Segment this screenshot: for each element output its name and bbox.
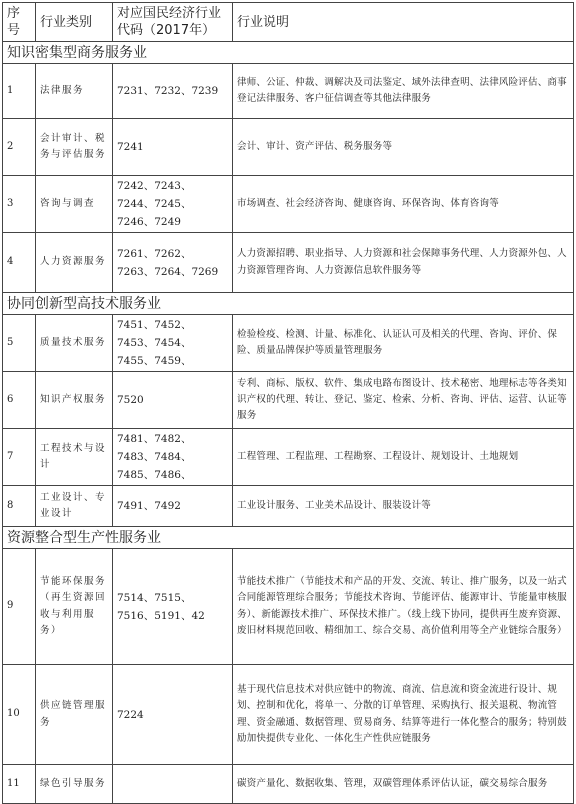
- row-category: 知识产权服务: [36, 372, 113, 429]
- row-description: 基于现代信息技术对供应链中的物流、商流、信息流和资金流进行设计、规划、控制和优化，将单一、分散的订单管理、采购执行、报关退税、物流管理、资金融通、数据管理、贸易商务、结算等进行一体化整合的服务；特别鼓励加快提供专业化、一体化生产性供应链服务: [233, 665, 574, 765]
- row-description: 会计、审计、资产评估、税务服务等: [233, 119, 574, 176]
- row-index: 7: [3, 429, 36, 486]
- row-category: 人力资源服务: [36, 233, 113, 293]
- row-index: 11: [3, 765, 36, 804]
- table-row: [3, 119, 574, 176]
- row-code: 7242、7243、7244、7245、7246、7249: [113, 176, 233, 233]
- row-description: 专利、商标、版权、软件、集成电路布图设计、技术秘密、地理标志等各类知识产权的代理、转让、登记、鉴定、检索、分析、咨询、评估、运营、认证等服务: [233, 372, 574, 429]
- row-category: 工业设计、专业设计: [36, 486, 113, 527]
- row-code: 7224: [113, 665, 233, 765]
- row-code: 7481、7482、7483、7484、7485、7486、: [113, 429, 233, 486]
- table-row: [3, 665, 574, 765]
- row-category: 供应链管理服务: [36, 665, 113, 765]
- row-code: 7491、7492: [113, 486, 233, 527]
- table-row: [3, 486, 574, 527]
- row-index: 5: [3, 315, 36, 372]
- row-index: 3: [3, 176, 36, 233]
- row-code: 7231、7232、7239: [113, 64, 233, 119]
- table-row: [3, 64, 574, 119]
- row-category: 咨询与调查: [36, 176, 113, 233]
- row-index: 4: [3, 233, 36, 293]
- section-title: 知识密集型商务服务业: [3, 42, 574, 64]
- header-index: 序号: [3, 3, 36, 42]
- row-category: 工程技术与设计: [36, 429, 113, 486]
- table-row: [3, 315, 574, 372]
- row-category: 绿色引导服务: [36, 765, 113, 804]
- row-description: 市场调查、社会经济咨询、健康咨询、环保咨询、体育咨询等: [233, 176, 574, 233]
- table-row: [3, 372, 574, 429]
- table-row: [3, 549, 574, 665]
- table-row: [3, 176, 574, 233]
- row-category: 质量技术服务: [36, 315, 113, 372]
- row-code: 7514、7515、7516、5191、42: [113, 549, 233, 665]
- row-description: 检验检疫、检测、计量、标准化、认证认可及相关的代理、咨询、评价、保险、质量品牌保护等质量管理服务: [233, 315, 574, 372]
- row-description: 工业设计服务、工业美术品设计、服装设计等: [233, 486, 574, 527]
- row-code: 7520: [113, 372, 233, 429]
- row-index: 8: [3, 486, 36, 527]
- row-description: 人力资源招聘、职业指导、人力资源和社会保障事务代理、人力资源外包、人力资源管理咨询、人力资源信息软件服务等: [233, 233, 574, 293]
- row-category: 法律服务: [36, 64, 113, 119]
- row-index: 9: [3, 549, 36, 665]
- industry-table: [2, 2, 574, 804]
- row-code: [113, 765, 233, 804]
- table-row: [3, 429, 574, 486]
- row-description: 碳资产量化、数据收集、管理，双碳管理体系评估认证，碳交易综合服务: [233, 765, 574, 804]
- table-row: [3, 233, 574, 293]
- header-description: 行业说明: [233, 3, 574, 42]
- section-title: 资源整合型生产性服务业: [3, 527, 574, 549]
- row-description: 律师、公证、仲裁、调解决及司法鉴定、域外法律查明、法律风险评估、商事登记法律服务、客户征信调查等其他法律服务: [233, 64, 574, 119]
- row-description: 工程管理、工程监理、工程勘察、工程设计、规划设计、土地规划: [233, 429, 574, 486]
- row-index: 6: [3, 372, 36, 429]
- row-description: 节能技术推广（节能技术和产品的开发、交流、转让、推广服务，以及一站式合同能源管理综合服务；节能技术咨询、节能评估、能源审计、节能量审核服务）、新能源技术推广、环保技术推广。（线上线下协同，提供再生废弃资源、废旧材料规范回收、精细加工、综合交易、高价值利用等全产业链综合服务）: [233, 549, 574, 665]
- header-category: 行业类别: [36, 3, 113, 42]
- section-header-row: [3, 527, 574, 549]
- section-header-row: [3, 293, 574, 315]
- section-title: 协同创新型高技术服务业: [3, 293, 574, 315]
- header-code: 对应国民经济行业代码（2017年）: [113, 3, 233, 42]
- row-category: 节能环保服务（再生资源回收与利用服务）: [36, 549, 113, 665]
- row-code: 7451、7452、7453、7454、7455、7459、: [113, 315, 233, 372]
- table-row: [3, 765, 574, 804]
- table-header-row: [3, 3, 574, 42]
- row-code: 7261、7262、7263、7264、7269: [113, 233, 233, 293]
- row-index: 1: [3, 64, 36, 119]
- section-header-row: [3, 42, 574, 64]
- row-code: 7241: [113, 119, 233, 176]
- row-index: 10: [3, 665, 36, 765]
- row-index: 2: [3, 119, 36, 176]
- row-category: 会计审计、税务与评估服务: [36, 119, 113, 176]
